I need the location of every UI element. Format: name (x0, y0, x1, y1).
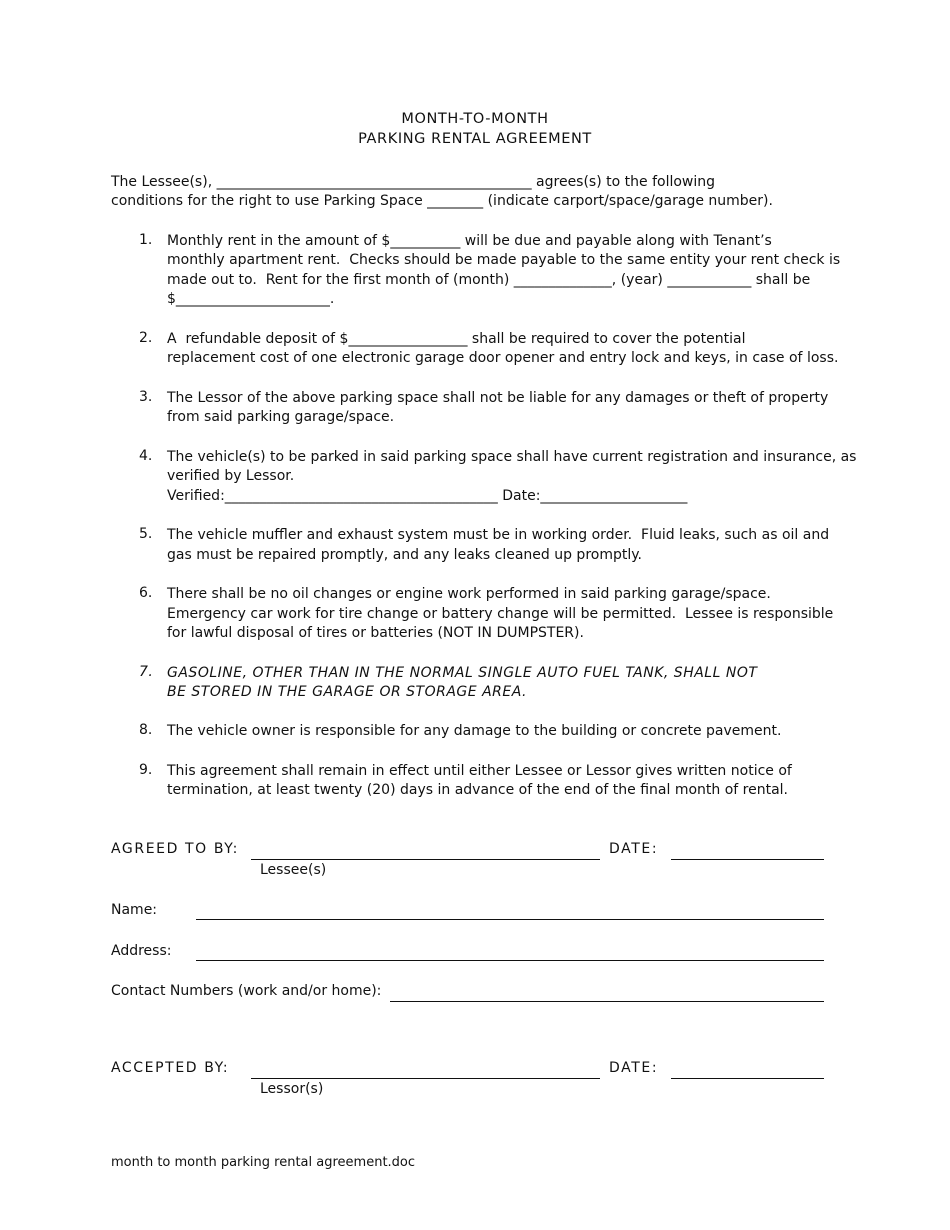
item-number-1: 1. (139, 232, 153, 248)
address-label: Address: (111, 943, 172, 959)
item-2-line2: replacement cost of one electronic garage door opener and entry lock and keys, in case of loss. (167, 350, 839, 366)
address-line[interactable] (196, 960, 824, 961)
item-number-9: 9. (139, 762, 153, 778)
intro-line1: The Lessee(s), _____________________________________________ agrees(s) to the following (111, 174, 716, 190)
item-1-line3: made out to. Rent for the first month of (month) ______________, (year) ____________ shall be (167, 272, 811, 288)
item-5-line1: The vehicle muffler and exhaust system must be in working order. Fluid leaks, such as oil and (167, 527, 830, 543)
item-7-line2: BE STORED IN THE GARAGE OR STORAGE AREA. (167, 684, 528, 700)
lessor-caption: Lessor(s) (260, 1081, 324, 1097)
item-5-line2: gas must be repaired promptly, and any leaks cleaned up promptly. (167, 547, 642, 563)
item-2-line1: A refundable deposit of $_________________ shall be required to cover the potential (167, 331, 746, 347)
lessee-caption: Lessee(s) (260, 862, 327, 878)
item-number-6: 6. (139, 585, 153, 601)
item-number-7: 7. (139, 664, 154, 680)
name-label: Name: (111, 902, 158, 918)
document-title-line1: MONTH-TO-MONTH (401, 111, 549, 127)
item-number-4: 4. (139, 448, 153, 464)
lessor-signature-line[interactable] (251, 1078, 600, 1079)
item-number-2: 2. (139, 330, 153, 346)
item-6-line3: for lawful disposal of tires or batteries (NOT IN DUMPSTER). (167, 625, 584, 641)
item-9-line1: This agreement shall remain in effect until either Lessee or Lessor gives written notice of (167, 763, 792, 779)
item-6-line1: There shall be no oil changes or engine work performed in said parking garage/space. (167, 586, 771, 602)
footer-filename: month to month parking rental agreement.doc (111, 1155, 416, 1170)
item-1-line1: Monthly rent in the amount of $__________ will be due and payable along with Tenant’s (167, 233, 772, 249)
name-line[interactable] (196, 919, 824, 920)
accepted-by-label: ACCEPTED BY: (111, 1060, 230, 1076)
contact-numbers-label: Contact Numbers (work and/or home): (111, 983, 382, 999)
item-number-5: 5. (139, 526, 153, 542)
item-7-line1: GASOLINE, OTHER THAN IN THE NORMAL SINGLE AUTO FUEL TANK, SHALL NOT (167, 665, 758, 681)
document-title-line2: PARKING RENTAL AGREEMENT (358, 131, 592, 147)
intro-line2: conditions for the right to use Parking Space ________ (indicate carport/space/garage number). (111, 193, 773, 209)
item-1-line2: monthly apartment rent. Checks should be made payable to the same entity your rent check is (167, 252, 841, 268)
item-9-line2: termination, at least twenty (20) days in advance of the end of the final month of rental. (167, 782, 789, 798)
item-4-line2: verified by Lessor. (167, 468, 295, 484)
agreed-to-by-label: AGREED TO BY: (111, 841, 239, 857)
item-3-line2: from said parking garage/space. (167, 409, 395, 425)
item-number-3: 3. (139, 389, 153, 405)
item-number-8: 8. (139, 722, 153, 738)
date-label-2: DATE: (609, 1060, 659, 1076)
date-label: DATE: (609, 841, 659, 857)
lessor-date-line[interactable] (671, 1078, 824, 1079)
item-4-line3: Verified:_______________________________________ Date:_____________________ (167, 488, 688, 504)
item-1-line4: $______________________. (167, 291, 335, 307)
item-4-line1: The vehicle(s) to be parked in said parking space shall have current registration and insurance, as (167, 449, 857, 465)
item-8-line1: The vehicle owner is responsible for any damage to the building or concrete pavement. (167, 723, 782, 739)
item-3-line1: The Lessor of the above parking space shall not be liable for any damages or theft of property (167, 390, 829, 406)
lessee-date-line[interactable] (671, 859, 824, 860)
lessee-signature-line[interactable] (251, 859, 600, 860)
item-6-line2: Emergency car work for tire change or battery change will be permitted. Lessee is responsible (167, 606, 834, 622)
contact-numbers-line[interactable] (390, 1001, 824, 1002)
